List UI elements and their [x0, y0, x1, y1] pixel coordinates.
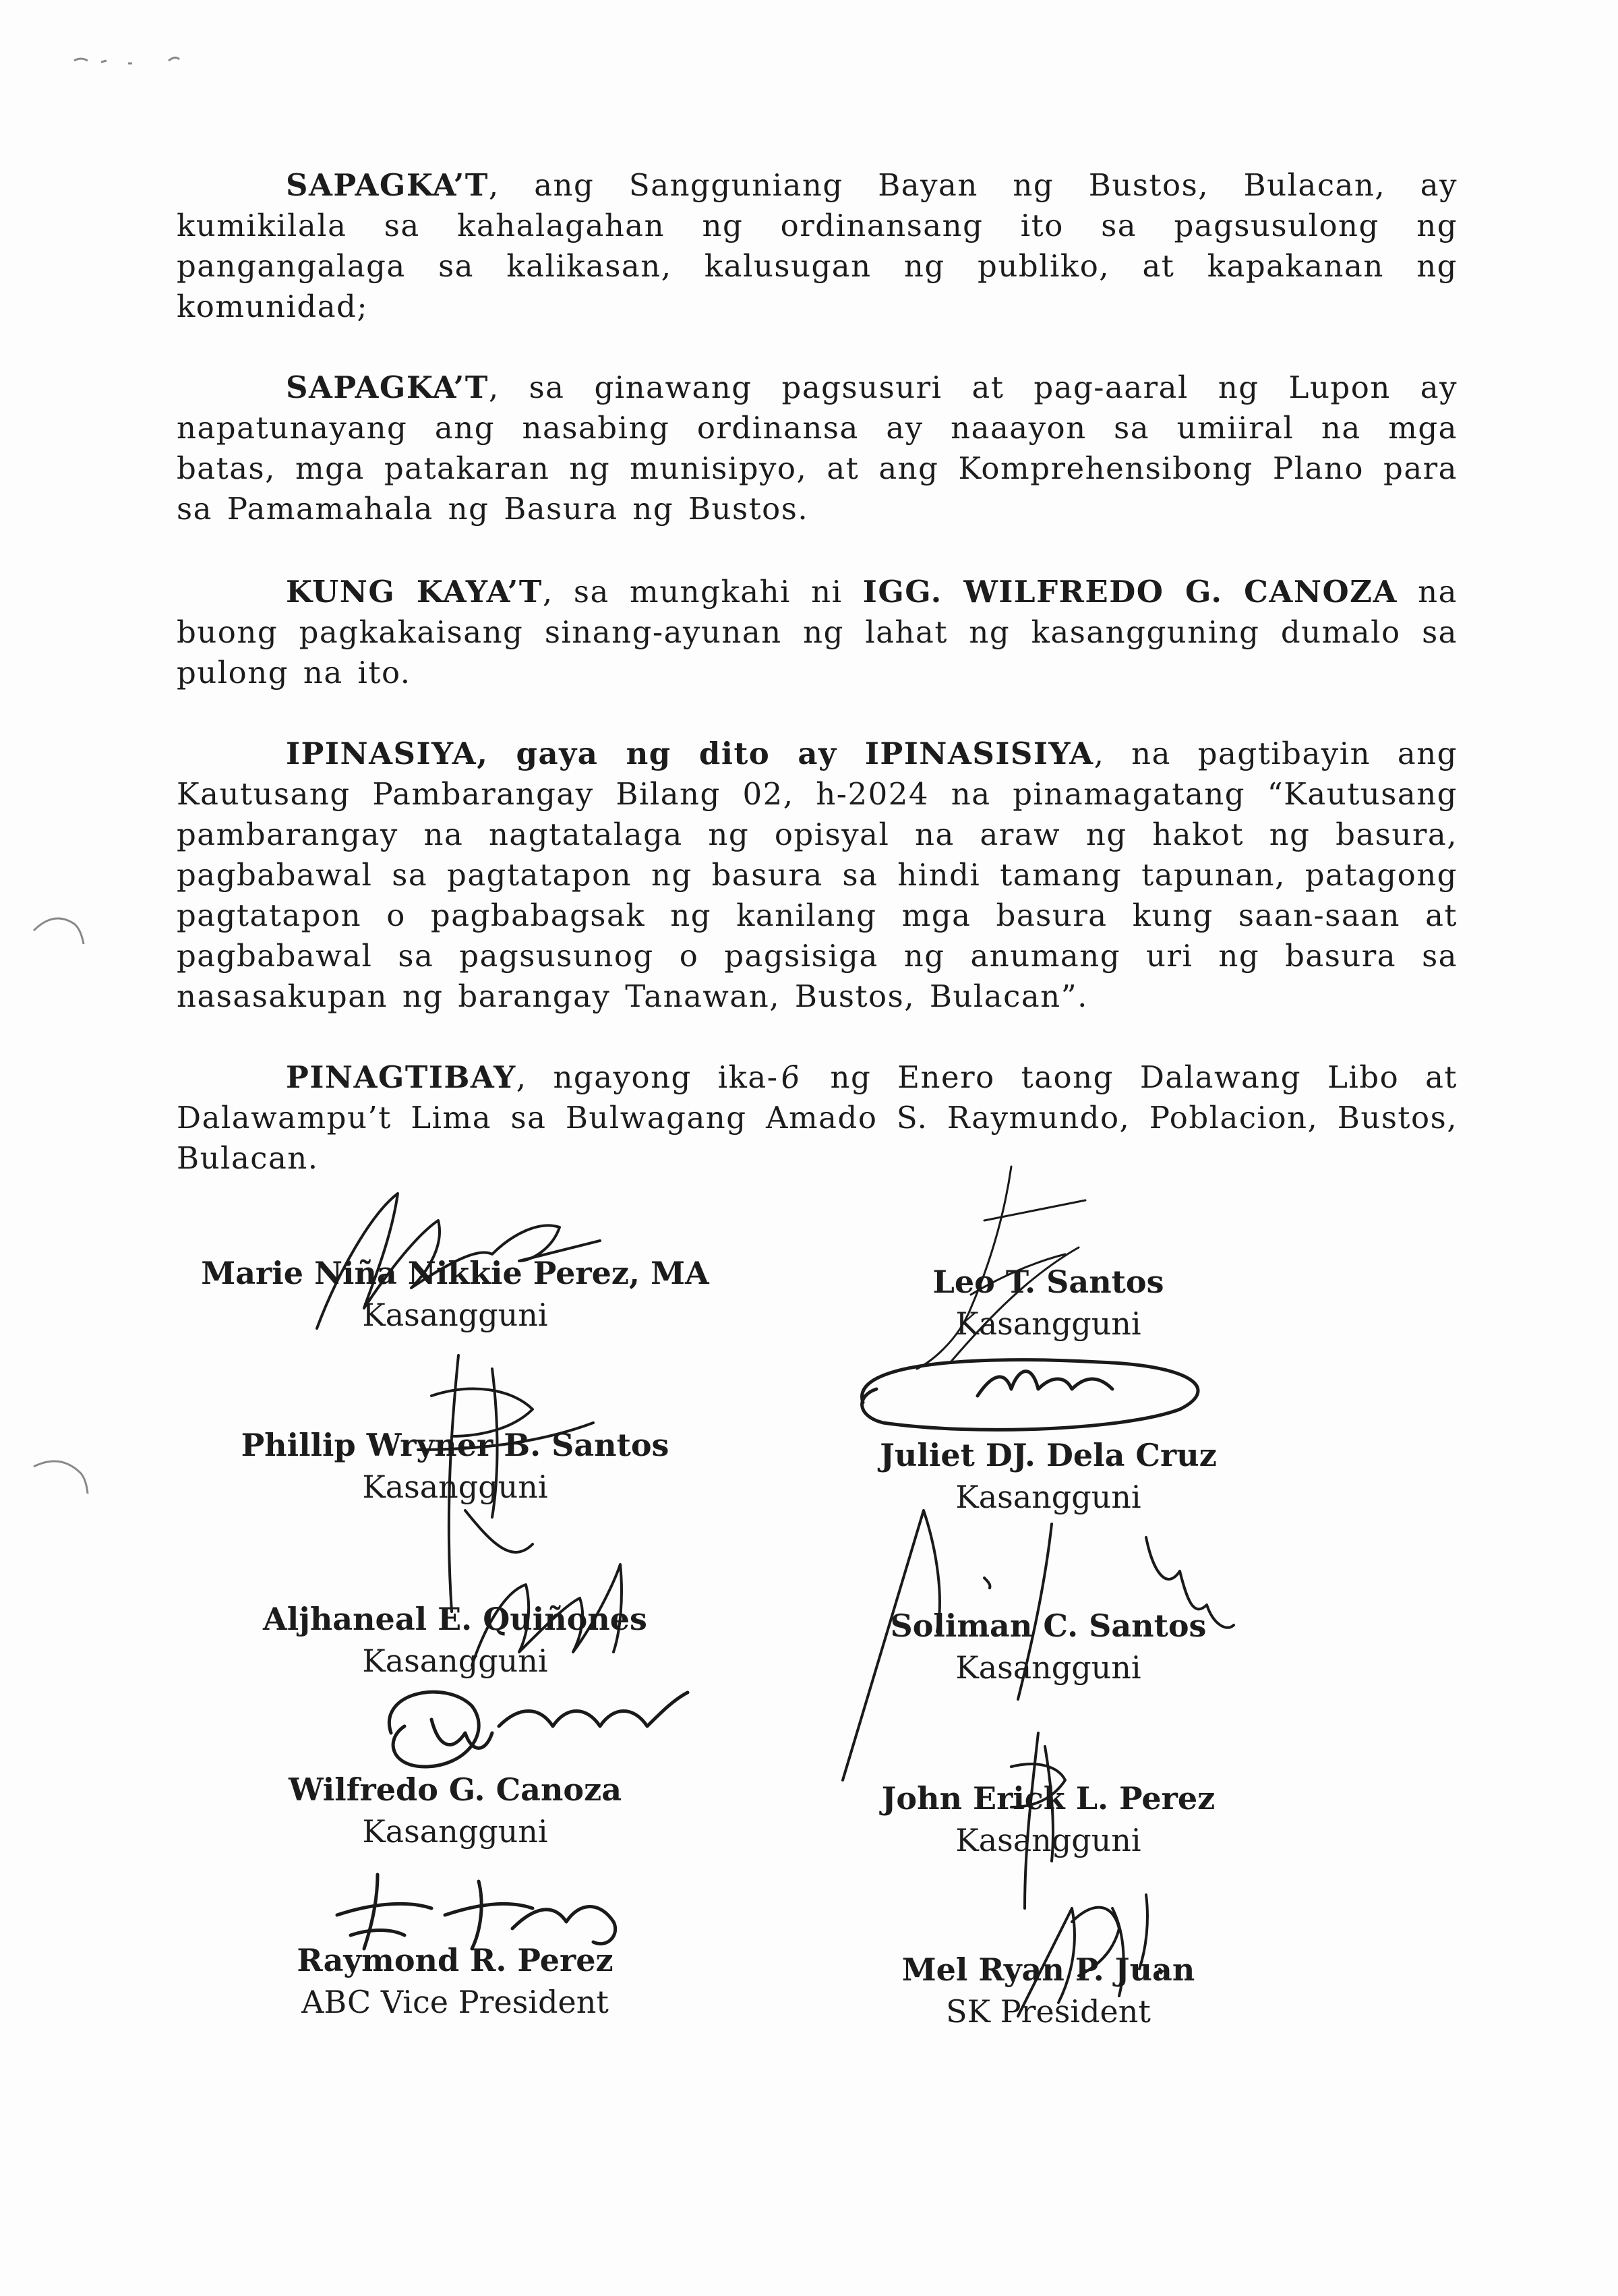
signatory-title: Kasangguni [955, 1479, 1141, 1515]
paragraph-text: , na pagtibayin ang Kautusang Pambarangay Bilang 02, h-2024 na pinamagatang “Kautusang pambarangay na nagtatalaga ng opisyal na araw ng hakot ng basura, pagbabawal sa pagtatapon ng basura sa hindi tamang tapunan, patagong pagtatapon o pagbabagsak ng kanilang mga basura kung saan-saan at pagbabawal sa pagsusunog o pagsisiga ng anumang uri ng basura sa nasasakupan ng barangay Tanawan, Bustos, Bulacan”. [177, 736, 1458, 1014]
signatory-name: Mel Ryan P. Juan [901, 1951, 1195, 1988]
paragraph-text: , ang Sangguniang Bayan ng Bustos, Bulacan, ay kumikilala sa kahalagahan ng ordinansang ito sa pagsusulong ng pangangalaga sa kalikasan, kalusugan ng publiko, at kapakanan ng komunidad; [177, 167, 1458, 324]
signatory-perez-je [772, 1777, 1325, 1861]
signatory-title: Kasangguni [362, 1813, 548, 1850]
paragraph-ipinasiya [177, 734, 1458, 1017]
paragraph-sapagkat-2 [177, 367, 1458, 529]
signatory-quinones [179, 1598, 731, 1682]
paragraph-text-continued: na buong pagkakaisang sinang-ayunan ng lahat ng kasangguning dumalo sa pulong na ito. [177, 574, 1458, 690]
signatory-name: Juliet DJ. Dela Cruz [880, 1437, 1217, 1473]
paragraph-lead: IPINASIYA, gaya ng dito ay IPINASISIYA [286, 736, 1094, 771]
scan-mark-top-left [61, 40, 209, 81]
signatory-title: Kasangguni [362, 1297, 548, 1333]
paragraph-pinagtibay [177, 1057, 1458, 1179]
signatory-name: Aljhaneal E. Quiñones [263, 1601, 647, 1637]
paragraph-lead: KUNG KAYA’T [286, 574, 543, 610]
signatory-perez-mn [179, 1252, 731, 1336]
signatory-juan [772, 1949, 1325, 2032]
paragraph-text-continued: ng Enero taong Dalawang Libo at Dalawampu’t Lima sa Bulwagang Amado S. Raymundo, Poblacion, Bustos, Bulacan. [177, 1059, 1458, 1176]
punch-hole-mark-2 [27, 1446, 101, 1521]
signatory-santos-pw [179, 1424, 731, 1508]
paragraph-sapagkat-1 [177, 165, 1458, 327]
paragraph-lead: SAPAGKA’T [286, 167, 489, 203]
signatory-name: Wilfredo G. Canoza [288, 1771, 622, 1808]
mover-name: IGG. WILFREDO G. CANOZA [862, 574, 1398, 610]
paragraph-text: , ngayong ika- [516, 1059, 779, 1095]
signatory-title: Kasangguni [955, 1305, 1141, 1342]
paragraph-lead: PINAGTIBAY [286, 1059, 516, 1095]
paragraph-text: , sa ginawang pagsusuri at pag-aaral ng Lupon ay napatunayang ang nasabing ordinansa ay naaayon sa umiiral na mga batas, mga patakaran ng munisipyo, at ang Komprehensibong Plano para sa Pamamahala ng Basura ng Bustos. [177, 370, 1458, 527]
signatory-title: Kasangguni [955, 1649, 1141, 1686]
paragraph-kung-kayat [177, 572, 1458, 693]
signatory-name: Raymond R. Perez [297, 1942, 613, 1978]
signatory-dela-cruz [772, 1434, 1325, 1518]
paragraph-lead: SAPAGKA’T [286, 370, 489, 405]
signatory-name: Leo T. Santos [932, 1264, 1164, 1300]
signatory-santos-sc [772, 1605, 1325, 1688]
signatory-name: John Erick L. Perez [881, 1780, 1216, 1817]
signatory-title: Kasangguni [362, 1469, 548, 1505]
paragraph-text: , sa mungkahi ni [542, 574, 863, 610]
signatory-name: Soliman C. Santos [890, 1608, 1207, 1644]
signatory-title: Kasangguni [955, 1822, 1141, 1858]
signatory-name: Marie Niña Nikkie Perez, MA [201, 1255, 709, 1291]
signatory-title: ABC Vice President [301, 1984, 609, 2020]
signatory-canoza [179, 1769, 731, 1852]
signatory-title: Kasangguni [362, 1643, 548, 1679]
signatory-santos-lt [772, 1261, 1325, 1345]
punch-hole-mark-1 [27, 904, 101, 978]
signatory-perez-rr [179, 1939, 731, 2023]
signatory-name: Phillip Wryner B. Santos [241, 1427, 669, 1463]
signatory-title: SK President [946, 1993, 1151, 2030]
handwritten-day: 6 [778, 1058, 804, 1096]
